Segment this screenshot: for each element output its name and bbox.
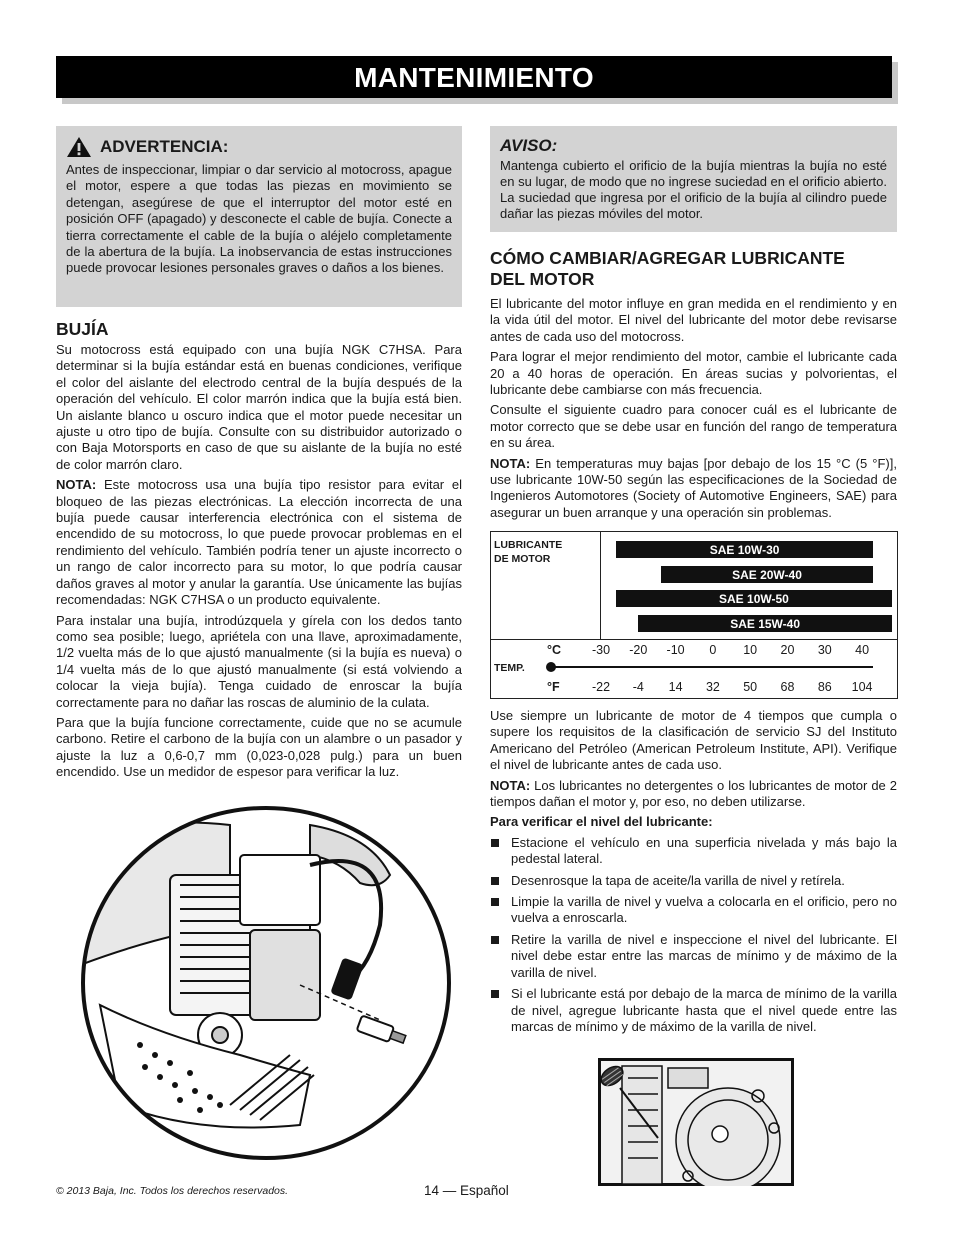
note1-text: En temperaturas muy bajas [por debajo de los 15 °C (5 °F)], use lubricante 10W-50 según las especificaciones de la Sociedad de Ingenieros Automotores (Society of Automotive Engineers, SAE) para asegurar un buen arranque y una operación sin problemas. [490,455,897,520]
temp-scale-line [551,666,873,668]
warning-triangle-icon [66,136,92,158]
spark-plug-p4: Para que la bujía funcione correctamente, cuide que no se acumule carbono. Retire el carbono de la bujía con un alambre o un pasador y ajuste la luz a 0,6-0,7 mm (0,023-0,028 pulg.) para un buen encendido. Use un medidor de espesor para verificar la luz. [56,714,462,780]
page-title: MANTENIMIENTO [354,62,594,93]
spark-plug-p3: Para instalar una bujía, introdúzquela y gírela con los dedos tanto como sea posible; luego, apriétela con una llave, aproximadamente, 1/2 vuelta más de lo que ajustó manualmente (si la bujía es nueva) o 1/4 vuelta más de lo que ajustó manualmente (si está volviendo a colocar la vieja bujía). Tenga cuidado de enroscar la bujía correctamente para no dañar las roscas de aluminio de la culata. [56,612,462,710]
oil-bar: SAE 20W-40 [661,566,874,583]
celsius-tick-label: 10 [743,643,758,657]
lubricant-note1 [490,456,897,522]
fahrenheit-tick-label: 104 [851,680,873,694]
oil-bar: SAE 15W-40 [638,615,892,632]
oil-dipstick-illustration [598,1058,794,1186]
list-item: Desenrosque la tapa de aceite/la varilla de nivel y retírela. [490,873,897,889]
warning-title: ADVERTENCIA: [100,137,229,156]
list-item: Estacione el vehículo en una superficia nivelada y más bajo la pedestal lateral. [490,835,897,868]
temp-label: TEMP. [494,662,525,674]
lubricant-section-2 [490,708,897,1040]
chart-divider-vertical [600,532,601,640]
oil-viscosity-chart [490,531,898,699]
note2-text: Los lubricantes no detergentes o los lubricantes de motor de 2 tiempos dañan el motor y, por eso, no deben utilizarse. [490,777,897,810]
fahrenheit-unit: °F [547,680,560,694]
warning-text: Antes de inspeccionar, limpiar o dar servicio al motocross, apague el motor, espere a que todas las piezas en movimiento se detengan, asegúrese de que el interruptor del motor esté en posición OFF (apagado) y desconecte el cable de bujía. Conecte a tierra correctamente el cable de la bujía o aléjelo completamente de la abertura de la bujía. La inobservancia de estas instrucciones puede provocar lesiones personales graves o daños a los bienes. [66,162,452,276]
note2-label: NOTA: [490,777,531,793]
footer-page-number: 14 — Español [424,1183,509,1198]
notice-title: AVISO: [500,136,558,155]
fahrenheit-tick-label: 50 [743,680,758,694]
lubricant-section [490,248,897,521]
list-item: Limpie la varilla de nivel y vuelva a colocarla en el orificio, pero no vuelva a enroscarla. [490,894,897,927]
spark-plug-section [56,319,462,781]
spark-plug-note [56,477,462,608]
celsius-tick-label: -30 [591,643,611,657]
fahrenheit-tick-label: 14 [668,680,683,694]
celsius-tick-label: 20 [780,643,795,657]
lubricant-p1: El lubricante del motor influye en gran medida en el rendimiento y en la vida útil del motor. El nivel del lubricante del motor debe revisarse antes de cada uso del motocross. [490,296,897,344]
note-text: Este motocross usa una bujía tipo resistor para evitar el bloqueo de las piezas electrónicas. La elección incorrecta de una bujía puede causar interferencia electrónica con el sistema de encendido de su motocross, lo que puede provocar problemas en el rendimiento del vehículo. También podría tener un ajuste incorrecto o un rango de calor incorrecto para su motor, lo que podría causar daños graves al motor y anular la garantía. Use únicamente las bujías recomendadas: NGK C7HSA o un producto equivalente. [56,477,462,608]
celsius-tick-label: 30 [817,643,832,657]
warning-header [66,134,452,160]
check-heading-text: Para verificar el nivel del lubricante: [490,814,713,830]
fahrenheit-tick-label: -22 [591,680,611,694]
celsius-tick-label: -20 [629,643,648,657]
left-column [56,126,462,785]
note1-label: NOTA: [490,455,531,471]
lubricant-p3: Consulte el siguiente cuadro para conocer cuál es el lubricante de motor correcto que se debe usar en función del rango de temperatura en su área. [490,402,897,451]
celsius-tick-label: 40 [855,643,870,657]
check-steps-list [490,835,897,1035]
fahrenheit-tick-label: 86 [817,680,832,694]
lubricant-row-label: LUBRICANTE DE MOTOR [494,539,563,565]
lubricant-note2 [490,778,897,811]
footer-copyright: © 2013 Baja, Inc. Todos los derechos reservados. [56,1185,289,1197]
spark-plug-p1: Su motocross está equipado con una bujía NGK C7HSA. Para determinar si la bujía estándar está en buenas condiciones, verifique el color del aislante del electrodo central de la bujía después de la operación del vehículo. El color marrón indica que la bujía está bien. Un aislante blanco u oscuro indica que el motor puede necesitar un ajuste u otro tipo de bujía. Consulte con su distribuidor autorizado o con Baja Motorsports en caso de que su aislante de la bujía no esté de color marrón claro. [56,342,462,472]
notice-box [490,126,897,232]
note-label: NOTA: [56,477,97,493]
chart-divider-horizontal [491,639,897,640]
celsius-tick-label: -10 [666,643,685,657]
fahrenheit-tick-label: 68 [780,680,795,694]
fahrenheit-tick-label: -4 [632,680,644,694]
celsius-unit: °C [547,643,562,657]
check-heading [490,814,897,830]
list-item: Si el lubricante está por debajo de la marca de mínimo de la varilla de nivel, agregue lubricante hasta que el nivel quede entre las marcas de mínimo y de máximo de la varilla de nivel. [490,986,897,1035]
celsius-tick-label: 0 [709,643,717,657]
lubricant-heading: CÓMO CAMBIAR/AGREGAR LUBRICANTE DEL MOTOR [490,248,845,289]
notice-text: Mantenga cubierto el orificio de la bujía mientras la bujía no esté en su lugar, de modo que no ingrese suciedad en el orificio abierto. La suciedad que ingresa por el orificio de la bujía al cilindro puede dañar las piezas móviles del motor. [500,158,887,221]
spark-plug-engine-illustration [80,805,452,1161]
lubricant-p4: Use siempre un lubricante de motor de 4 tiempos que cumpla o supere los requisitos de la clasificación de servicio SJ del Instituto Americano del Petróleo (American Petroleum Institute, API). Verifique el nivel de lubricante antes de cada uso. [490,708,897,773]
spark-plug-heading: BUJÍA [56,319,109,339]
warning-box [56,126,462,307]
lubricant-p2: Para lograr el mejor rendimiento del motor, cambie el lubricante cada 20 a 40 horas de operación. En áreas sucias y polvorientas, el lubricante debe cambiarse con más frecuencia. [490,349,897,398]
fahrenheit-tick-label: 32 [705,680,720,694]
list-item: Retire la varilla de nivel e inspeccione el nivel del lubricante. El nivel debe estar entre las marcas de mínimo y de máximo de la varilla de nivel. [490,932,897,981]
oil-bar: SAE 10W-30 [616,541,873,558]
oil-bar: SAE 10W-50 [616,590,892,607]
